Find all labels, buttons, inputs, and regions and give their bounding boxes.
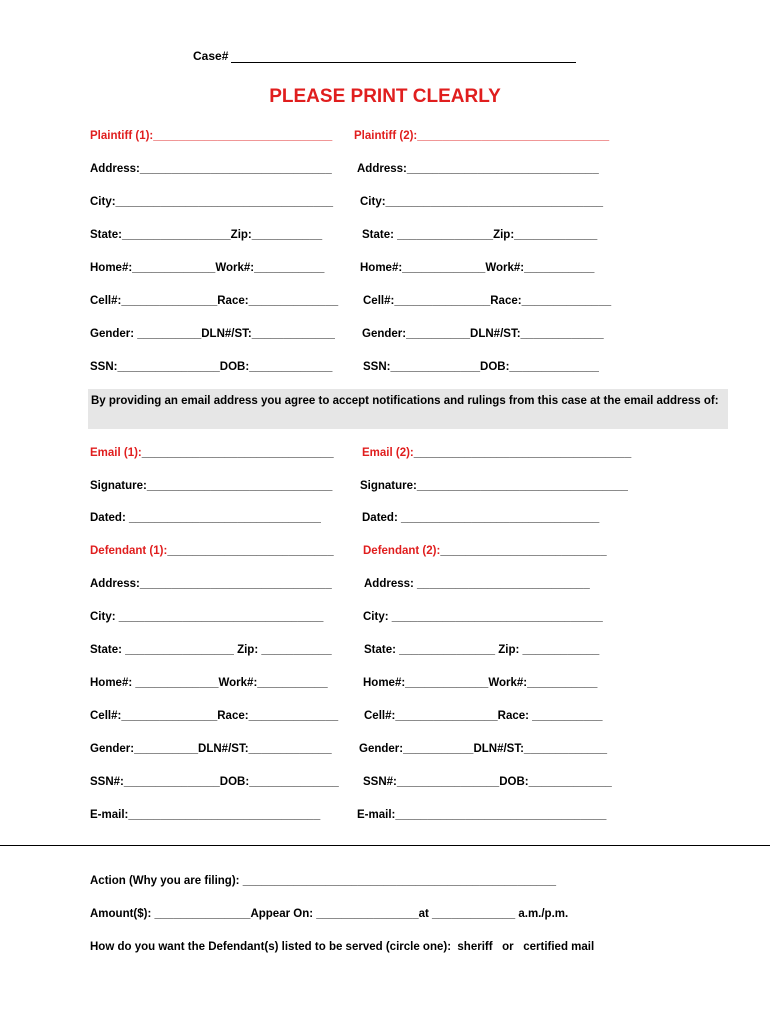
plaintiff-1-email-field[interactable]: [90, 446, 334, 460]
defendant-1-email-field[interactable]: E-mail:______________________________: [90, 809, 321, 821]
defendant-1-name-label: Defendant (1):: [90, 545, 168, 557]
plaintiff-1-email-line: ______________________________: [141, 447, 334, 459]
plaintiff-2-email-line: __________________________________: [413, 447, 632, 459]
case-number-field[interactable]: [231, 62, 576, 63]
plaintiff-2-home-work-field[interactable]: Home#:_____________Work#:___________: [360, 262, 595, 274]
plaintiff-2-gender-dln-field[interactable]: Gender:__________DLN#/ST:_____________: [362, 328, 604, 340]
defendant-1-name-line: __________________________: [167, 545, 334, 557]
defendant-1-name-field[interactable]: [90, 544, 334, 558]
plaintiff-2-email-field[interactable]: [362, 446, 631, 460]
page-title: PLEASE PRINT CLEARLY: [269, 86, 501, 107]
plaintiff-1-dated-field[interactable]: Dated: ______________________________: [90, 512, 321, 524]
defendant-2-gender-dln-field[interactable]: Gender:___________DLN#/ST:_____________: [359, 743, 608, 755]
plaintiff-2-state-zip-field[interactable]: State: _______________Zip:_____________: [362, 229, 598, 241]
plaintiff-2-address-field[interactable]: Address:______________________________: [357, 163, 599, 175]
section-divider: [0, 845, 770, 846]
plaintiff-2-city-field[interactable]: City:__________________________________: [360, 196, 604, 208]
defendant-2-address-field[interactable]: Address: ___________________________: [364, 578, 590, 590]
plaintiff-1-city-field[interactable]: City:__________________________________: [90, 196, 334, 208]
email-consent-notice: [88, 389, 728, 429]
plaintiff-1-cell-race-field[interactable]: Cell#:_______________Race:______________: [90, 295, 339, 307]
plaintiff-2-email-label: Email (2):: [362, 447, 414, 459]
defendant-2-email-field[interactable]: E-mail:_________________________________: [357, 809, 607, 821]
defendant-1-gender-dln-field[interactable]: Gender:__________DLN#/ST:_____________: [90, 743, 332, 755]
plaintiff-1-home-work-field[interactable]: Home#:_____________Work#:___________: [90, 262, 325, 274]
email-consent-text: By providing an email address you agree to accept notifications and rulings from this case at the email address of:: [91, 395, 719, 407]
defendant-2-ssn-dob-field[interactable]: SSN#:________________DOB:_____________: [363, 776, 612, 788]
plaintiff-2-signature-field[interactable]: Signature:_________________________________: [360, 480, 628, 492]
defendant-1-city-field[interactable]: City: ________________________________: [90, 611, 324, 623]
defendant-1-cell-race-field[interactable]: Cell#:_______________Race:______________: [90, 710, 339, 722]
plaintiff-1-email-label: Email (1):: [90, 447, 142, 459]
defendant-2-home-work-field[interactable]: Home#:_____________Work#:___________: [363, 677, 598, 689]
action-field[interactable]: Action (Why you are filing): _________________________________________________: [90, 875, 557, 887]
plaintiff-2-dated-field[interactable]: Dated: _______________________________: [362, 512, 600, 524]
defendant-2-state-zip-field[interactable]: State: _______________ Zip: ____________: [364, 644, 600, 656]
plaintiff-1-state-zip-field[interactable]: State:_________________Zip:___________: [90, 229, 323, 241]
defendant-2-city-field[interactable]: City: _________________________________: [363, 611, 603, 623]
plaintiff-1-gender-dln-field[interactable]: Gender: __________DLN#/ST:_____________: [90, 328, 335, 340]
plaintiff-1-ssn-dob-field[interactable]: SSN:________________DOB:_____________: [90, 361, 333, 373]
service-method-field[interactable]: How do you want the Defendant(s) listed to be served (circle one): sheriff or certified mail: [90, 941, 595, 953]
amount-appear-field[interactable]: Amount($): _______________Appear On: ________________at _____________ a.m./p.m.: [90, 908, 569, 920]
defendant-2-name-label: Defendant (2):: [363, 545, 441, 557]
defendant-2-name-line: __________________________: [440, 545, 607, 557]
defendant-1-state-zip-field[interactable]: State: _________________ Zip: ___________: [90, 644, 332, 656]
defendant-2-name-field[interactable]: [363, 544, 607, 558]
defendant-1-home-work-field[interactable]: Home#: _____________Work#:___________: [90, 677, 328, 689]
plaintiff-1-address-field[interactable]: Address:______________________________: [90, 163, 332, 175]
defendant-1-ssn-dob-field[interactable]: SSN#:_______________DOB:______________: [90, 776, 339, 788]
defendant-2-cell-race-field[interactable]: Cell#:________________Race: ___________: [364, 710, 603, 722]
defendant-1-address-field[interactable]: Address:______________________________: [90, 578, 332, 590]
plaintiff-1-name-field[interactable]: Plaintiff (1):____________________________: [90, 130, 333, 142]
plaintiff-2-name-field[interactable]: Plaintiff (2):______________________________: [354, 130, 610, 142]
plaintiff-2-cell-race-field[interactable]: Cell#:_______________Race:______________: [363, 295, 612, 307]
case-number-label: Case#: [193, 49, 229, 63]
plaintiff-1-signature-field[interactable]: Signature:_____________________________: [90, 480, 333, 492]
plaintiff-2-ssn-dob-field[interactable]: SSN:______________DOB:______________: [363, 361, 599, 373]
